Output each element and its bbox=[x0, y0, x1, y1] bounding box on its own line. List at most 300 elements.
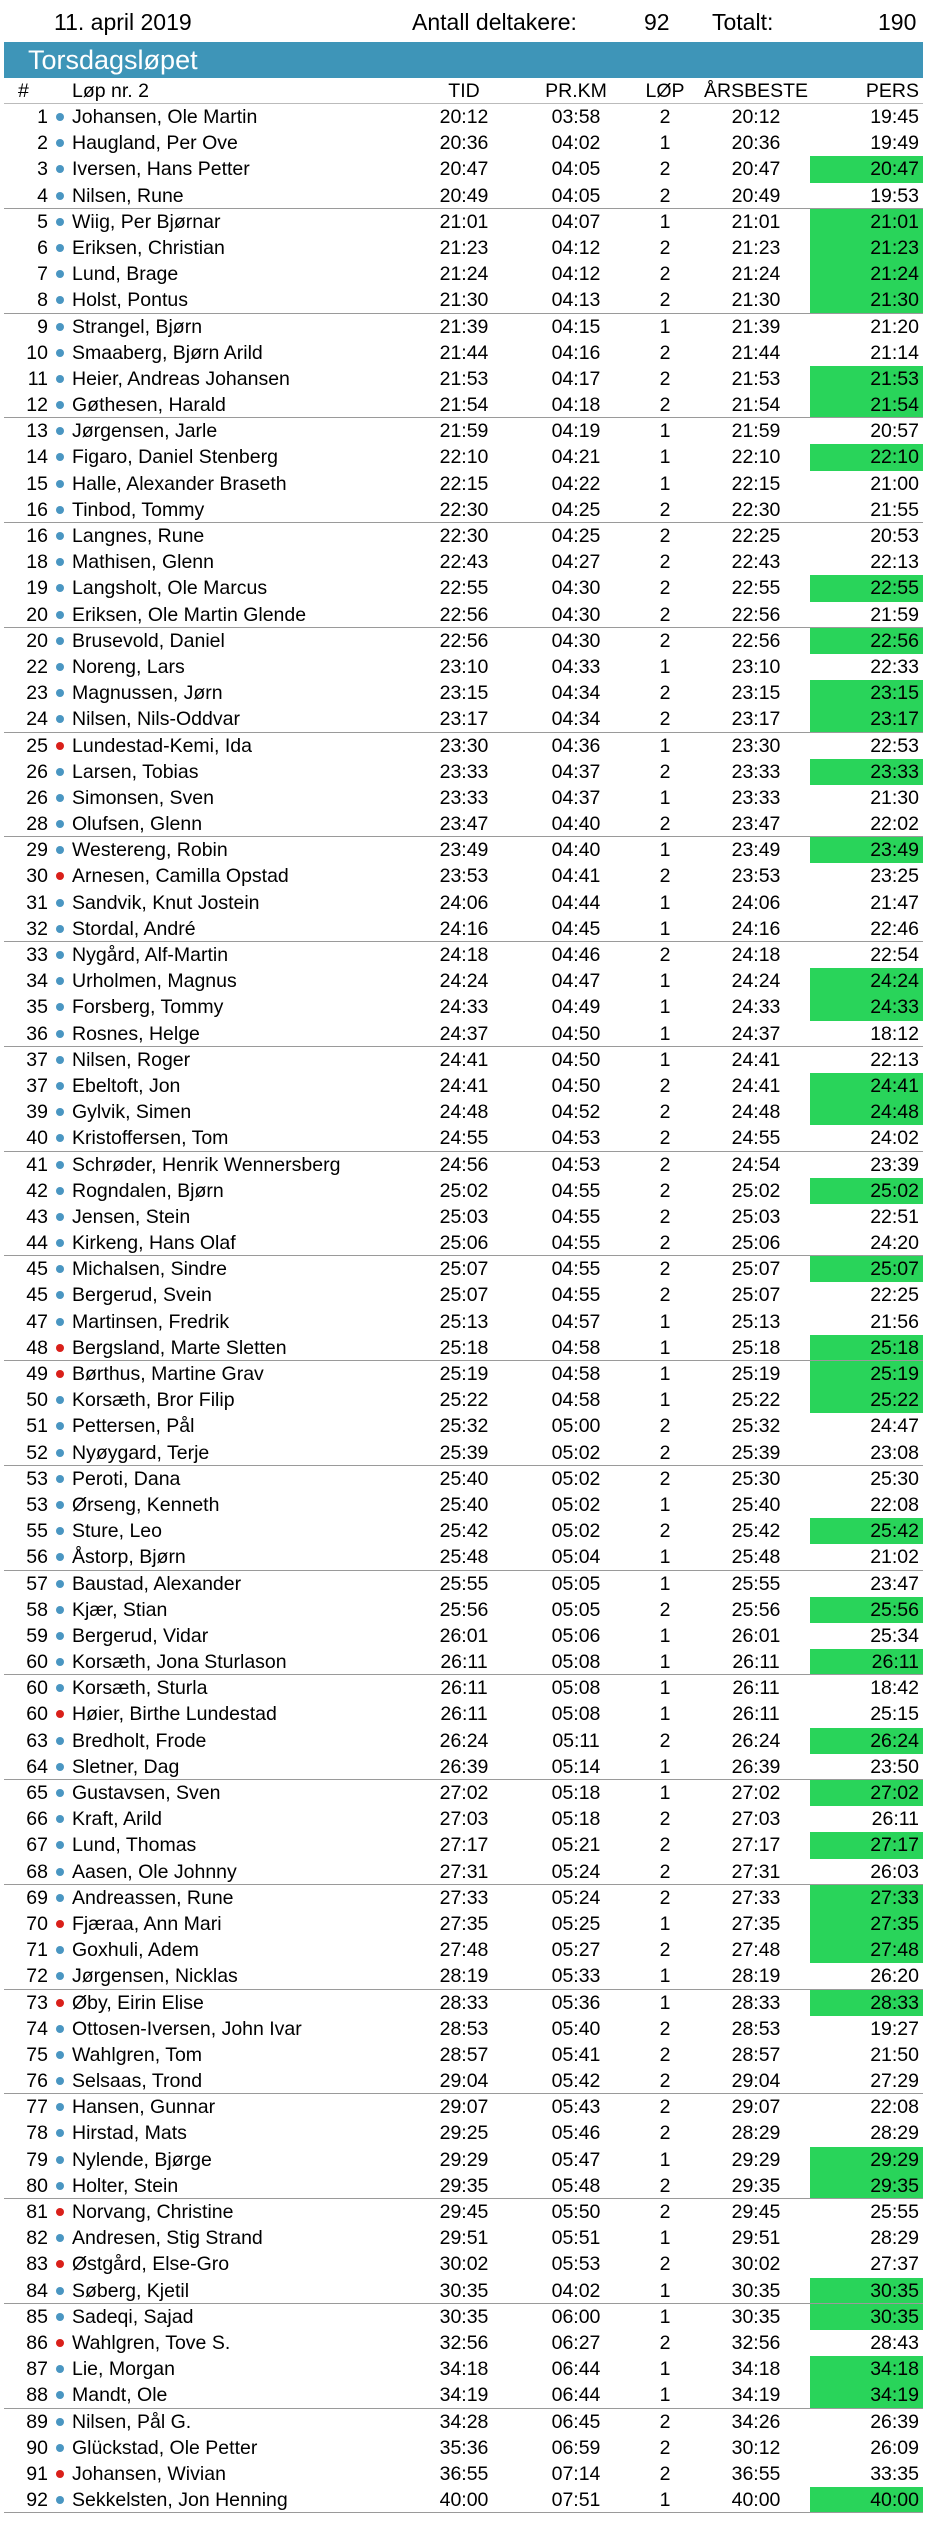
race-count: 1 bbox=[659, 970, 671, 993]
pace-per-km: 04:58 bbox=[551, 1336, 601, 1359]
finish-time: 28:19 bbox=[439, 1965, 489, 1988]
race-date: 11. april 2019 bbox=[54, 9, 192, 35]
runner-name: Glückstad, Ole Petter bbox=[72, 2436, 258, 2459]
personal-best: 24:02 bbox=[870, 1127, 919, 1150]
runner-name: Mathisen, Glenn bbox=[72, 551, 214, 574]
pace-per-km: 04:37 bbox=[551, 760, 601, 783]
male-dot-icon bbox=[56, 2156, 64, 2164]
runner-name: Schrøder, Henrik Wennersberg bbox=[72, 1153, 341, 1176]
season-best: 25:02 bbox=[731, 1179, 781, 1202]
pace-per-km: 05:40 bbox=[551, 2017, 601, 2040]
season-best: 24:41 bbox=[731, 1048, 781, 1071]
placement-number: 20 bbox=[26, 603, 48, 626]
placement-number: 1 bbox=[37, 106, 48, 128]
finish-time: 25:22 bbox=[439, 1389, 489, 1412]
column-header-pers: PERS bbox=[865, 80, 919, 102]
personal-best-highlight: 21:01 bbox=[810, 209, 923, 235]
male-dot-icon bbox=[56, 1239, 64, 1247]
season-best: 22:15 bbox=[731, 472, 781, 495]
season-best: 26:01 bbox=[731, 1624, 781, 1647]
finish-time: 34:18 bbox=[439, 2358, 489, 2381]
finish-time: 26:11 bbox=[440, 1677, 488, 1700]
race-count: 1 bbox=[659, 1336, 671, 1359]
runner-name: Hansen, Gunnar bbox=[72, 2096, 216, 2119]
season-best: 24:55 bbox=[731, 1127, 781, 1150]
runner-name: Heier, Andreas Johansen bbox=[72, 367, 290, 390]
personal-best: 24:20 bbox=[870, 1232, 919, 1255]
placement-number: 6 bbox=[37, 236, 48, 259]
race-count: 2 bbox=[659, 2070, 671, 2093]
table-row bbox=[4, 1413, 923, 1439]
season-best: 24:18 bbox=[731, 944, 781, 966]
season-best: 21:01 bbox=[731, 210, 781, 233]
male-dot-icon bbox=[56, 1134, 64, 1142]
female-dot-icon bbox=[56, 1920, 64, 1928]
finish-time: 25:02 bbox=[439, 1179, 489, 1202]
table-row bbox=[4, 2016, 923, 2042]
personal-best: 26:39 bbox=[870, 2410, 919, 2433]
table-row bbox=[4, 1963, 923, 1989]
male-dot-icon bbox=[56, 113, 64, 121]
race-count: 2 bbox=[659, 341, 671, 364]
personal-best: 21:50 bbox=[870, 2043, 919, 2066]
runner-name: Sadeqi, Sajad bbox=[72, 2305, 194, 2328]
runner-name: Iversen, Hans Petter bbox=[72, 158, 250, 181]
season-best: 25:55 bbox=[731, 1572, 781, 1595]
placement-number: 79 bbox=[26, 2148, 48, 2171]
season-best: 22:56 bbox=[731, 603, 781, 626]
personal-best: 26:09 bbox=[870, 2436, 919, 2459]
male-dot-icon bbox=[56, 584, 64, 592]
total-label: Totalt: bbox=[712, 9, 774, 35]
race-count: 1 bbox=[659, 1048, 671, 1071]
season-best: 24:33 bbox=[731, 996, 781, 1019]
season-best: 24:24 bbox=[731, 970, 781, 993]
pace-per-km: 05:24 bbox=[551, 1860, 601, 1883]
male-dot-icon bbox=[56, 899, 64, 907]
male-dot-icon bbox=[56, 1815, 64, 1823]
table-row bbox=[4, 2409, 923, 2435]
season-best: 21:54 bbox=[731, 394, 781, 417]
pace-per-km: 05:33 bbox=[551, 1965, 601, 1988]
pace-per-km: 07:51 bbox=[551, 2489, 601, 2512]
placement-number: 11 bbox=[27, 367, 48, 390]
season-best: 24:48 bbox=[731, 1101, 781, 1124]
personal-best-highlight: 29:29 bbox=[810, 2147, 923, 2173]
pace-per-km: 06:59 bbox=[551, 2436, 601, 2459]
table-row bbox=[4, 837, 923, 863]
pace-per-km: 05:42 bbox=[551, 2070, 601, 2093]
runner-name: Åstorp, Bjørn bbox=[72, 1546, 186, 1569]
placement-number: 58 bbox=[26, 1598, 48, 1621]
placement-number: 85 bbox=[26, 2305, 48, 2328]
placement-number: 16 bbox=[26, 498, 48, 521]
runner-name: Hirstad, Mats bbox=[72, 2122, 187, 2145]
pace-per-km: 04:58 bbox=[551, 1363, 601, 1385]
table-row bbox=[4, 1440, 923, 1466]
race-count: 2 bbox=[659, 525, 671, 547]
personal-best: 21:30 bbox=[870, 786, 919, 809]
finish-time: 32:56 bbox=[439, 2331, 489, 2354]
runner-name: Nilsen, Pål G. bbox=[72, 2410, 192, 2433]
male-dot-icon bbox=[56, 1265, 64, 1273]
finish-time: 21:23 bbox=[439, 236, 489, 259]
table-row bbox=[4, 104, 923, 130]
finish-time: 36:55 bbox=[439, 2462, 489, 2485]
season-best: 24:41 bbox=[731, 1074, 781, 1097]
placement-number: 16 bbox=[26, 525, 48, 547]
placement-number: 29 bbox=[26, 839, 48, 862]
finish-time: 24:41 bbox=[439, 1074, 489, 1097]
pace-per-km: 04:44 bbox=[551, 891, 601, 914]
season-best: 24:16 bbox=[731, 917, 781, 940]
runner-name: Langsholt, Ole Marcus bbox=[72, 577, 268, 600]
personal-best: 23:50 bbox=[870, 1755, 919, 1778]
finish-time: 26:39 bbox=[439, 1755, 489, 1778]
personal-best-highlight: 21:53 bbox=[810, 366, 923, 392]
season-best: 22:55 bbox=[731, 577, 781, 600]
pace-per-km: 05:02 bbox=[551, 1467, 601, 1490]
male-dot-icon bbox=[56, 1606, 64, 1614]
race-count: 1 bbox=[659, 1912, 671, 1935]
season-best: 25:07 bbox=[731, 1284, 781, 1307]
race-count: 2 bbox=[659, 2122, 671, 2145]
personal-best-highlight: 23:15 bbox=[810, 680, 923, 706]
personal-best-highlight: 22:10 bbox=[810, 444, 923, 470]
placement-number: 60 bbox=[26, 1651, 48, 1674]
finish-time: 24:55 bbox=[439, 1127, 489, 1150]
race-count: 2 bbox=[659, 498, 671, 521]
race-count: 1 bbox=[659, 1991, 671, 2014]
personal-best: 28:29 bbox=[870, 2227, 919, 2250]
placement-number: 15 bbox=[26, 472, 48, 495]
pace-per-km: 05:08 bbox=[551, 1677, 601, 1700]
pace-per-km: 04:30 bbox=[551, 603, 601, 626]
personal-best-highlight: 23:49 bbox=[810, 837, 923, 863]
race-count: 2 bbox=[659, 1886, 671, 1909]
race-count: 2 bbox=[659, 1232, 671, 1255]
season-best: 20:47 bbox=[731, 158, 781, 181]
personal-best: 22:53 bbox=[870, 734, 919, 757]
season-best: 23:47 bbox=[731, 813, 781, 836]
race-count: 2 bbox=[659, 1205, 671, 1228]
table-row bbox=[4, 1204, 923, 1230]
race-count: 2 bbox=[659, 2253, 671, 2276]
race-count: 2 bbox=[659, 1834, 671, 1857]
personal-best-highlight: 40:00 bbox=[810, 2487, 923, 2512]
runner-name: Andreassen, Rune bbox=[72, 1886, 234, 1909]
runner-name: Korsæth, Bror Filip bbox=[72, 1389, 235, 1412]
pace-per-km: 04:40 bbox=[551, 813, 601, 836]
finish-time: 21:01 bbox=[439, 210, 489, 233]
personal-best: 21:00 bbox=[870, 472, 919, 495]
season-best: 30:12 bbox=[731, 2436, 781, 2459]
race-count: 2 bbox=[659, 2436, 671, 2459]
race-count: 1 bbox=[659, 1022, 671, 1045]
season-best: 21:23 bbox=[731, 236, 781, 259]
table-row bbox=[4, 1073, 923, 1099]
runner-name: Ebeltoft, Jon bbox=[72, 1074, 181, 1097]
personal-best-highlight: 25:56 bbox=[810, 1597, 923, 1623]
pace-per-km: 05:50 bbox=[551, 2201, 601, 2223]
finish-time: 23:33 bbox=[439, 786, 489, 809]
pace-per-km: 04:19 bbox=[551, 420, 601, 443]
race-count: 2 bbox=[659, 2462, 671, 2485]
season-best: 27:33 bbox=[731, 1886, 781, 1909]
season-best: 20:12 bbox=[731, 106, 781, 128]
race-count: 2 bbox=[659, 289, 671, 312]
pace-per-km: 05:36 bbox=[551, 1991, 601, 2014]
column-header-name: Løp nr. 2 bbox=[72, 80, 149, 102]
placement-number: 70 bbox=[26, 1912, 48, 1935]
personal-best: 25:15 bbox=[870, 1703, 919, 1726]
female-dot-icon bbox=[56, 1370, 64, 1378]
pace-per-km: 05:05 bbox=[551, 1598, 601, 1621]
runner-name: Jørgensen, Nicklas bbox=[72, 1965, 238, 1988]
runner-name: Søberg, Kjetil bbox=[72, 2279, 190, 2302]
pace-per-km: 04:41 bbox=[551, 865, 601, 888]
runner-name: Nilsen, Roger bbox=[72, 1048, 191, 1071]
pace-per-km: 05:25 bbox=[551, 1912, 601, 1935]
finish-time: 22:15 bbox=[439, 472, 489, 495]
race-count: 2 bbox=[659, 2410, 671, 2433]
race-count: 1 bbox=[659, 2279, 671, 2302]
finish-time: 34:28 bbox=[439, 2410, 489, 2433]
race-count: 2 bbox=[659, 1415, 671, 1438]
pace-per-km: 04:36 bbox=[551, 734, 601, 757]
pace-per-km: 04:50 bbox=[551, 1022, 601, 1045]
pace-per-km: 04:46 bbox=[551, 944, 601, 966]
personal-best: 22:02 bbox=[870, 813, 919, 836]
runner-name: Nilsen, Rune bbox=[72, 184, 184, 207]
personal-best-highlight: 27:48 bbox=[810, 1937, 923, 1963]
placement-number: 9 bbox=[37, 315, 48, 338]
runner-name: Holter, Stein bbox=[72, 2174, 179, 2197]
personal-best-highlight: 24:24 bbox=[810, 968, 923, 994]
placement-number: 45 bbox=[26, 1258, 48, 1281]
race-count: 1 bbox=[659, 891, 671, 914]
season-best: 25:40 bbox=[731, 1493, 781, 1516]
male-dot-icon bbox=[56, 1475, 64, 1483]
pace-per-km: 04:16 bbox=[551, 341, 601, 364]
runner-name: Børthus, Martine Grav bbox=[72, 1363, 264, 1385]
results-sheet bbox=[4, 2, 923, 2513]
season-best: 22:25 bbox=[731, 525, 781, 547]
male-dot-icon bbox=[56, 1632, 64, 1640]
race-count: 1 bbox=[659, 917, 671, 940]
male-dot-icon bbox=[56, 401, 64, 409]
race-count: 2 bbox=[659, 1808, 671, 1831]
race-count: 1 bbox=[659, 1546, 671, 1569]
table-row bbox=[4, 130, 923, 156]
column-header-num: # bbox=[18, 80, 29, 102]
table-row bbox=[4, 1623, 923, 1649]
finish-time: 22:56 bbox=[439, 603, 489, 626]
personal-best-highlight: 23:33 bbox=[810, 759, 923, 785]
placement-number: 44 bbox=[26, 1232, 48, 1255]
placement-number: 88 bbox=[26, 2384, 48, 2407]
table-row bbox=[4, 418, 923, 444]
runner-name: Østgård, Else-Gro bbox=[72, 2253, 230, 2276]
race-count: 2 bbox=[659, 603, 671, 626]
runner-name: Baustad, Alexander bbox=[72, 1572, 242, 1595]
season-best: 29:51 bbox=[731, 2227, 781, 2250]
personal-best: 21:02 bbox=[870, 1546, 919, 1569]
male-dot-icon bbox=[56, 715, 64, 723]
finish-time: 23:17 bbox=[439, 708, 489, 731]
season-best: 25:19 bbox=[731, 1363, 781, 1385]
pace-per-km: 04:33 bbox=[551, 655, 601, 678]
personal-best: 28:29 bbox=[870, 2122, 919, 2145]
male-dot-icon bbox=[56, 192, 64, 200]
finish-time: 25:07 bbox=[439, 1284, 489, 1307]
season-best: 23:10 bbox=[731, 655, 781, 678]
finish-time: 20:12 bbox=[439, 106, 489, 128]
male-dot-icon bbox=[56, 427, 64, 435]
table-row bbox=[4, 1937, 923, 1963]
male-dot-icon bbox=[56, 1187, 64, 1195]
race-count: 1 bbox=[659, 1310, 671, 1333]
season-best: 29:04 bbox=[731, 2070, 781, 2093]
runner-name: Lund, Brage bbox=[72, 263, 179, 286]
pace-per-km: 05:47 bbox=[551, 2148, 601, 2171]
male-dot-icon bbox=[56, 1056, 64, 1064]
pace-per-km: 05:00 bbox=[551, 1415, 601, 1438]
placement-number: 91 bbox=[26, 2462, 48, 2485]
runner-name: Gøthesen, Harald bbox=[72, 394, 226, 417]
personal-best-highlight: 25:42 bbox=[810, 1518, 923, 1544]
personal-best: 18:12 bbox=[870, 1022, 919, 1045]
table-row bbox=[4, 2487, 923, 2513]
runner-name: Goxhuli, Adem bbox=[72, 1939, 199, 1962]
pace-per-km: 04:40 bbox=[551, 839, 601, 862]
pace-per-km: 04:27 bbox=[551, 551, 601, 574]
table-row bbox=[4, 1754, 923, 1780]
season-best: 26:11 bbox=[732, 1703, 780, 1726]
race-count: 1 bbox=[659, 1624, 671, 1647]
column-header-prkm: PR.KM bbox=[545, 80, 607, 102]
male-dot-icon bbox=[56, 2051, 64, 2059]
male-dot-icon bbox=[56, 1396, 64, 1404]
runner-name: Bergerud, Svein bbox=[72, 1284, 212, 1307]
personal-best: 21:59 bbox=[870, 603, 919, 626]
pace-per-km: 04:12 bbox=[551, 263, 601, 286]
female-dot-icon bbox=[56, 872, 64, 880]
pace-per-km: 04:55 bbox=[551, 1284, 601, 1307]
season-best: 27:02 bbox=[731, 1782, 781, 1804]
season-best: 21:59 bbox=[731, 420, 781, 443]
race-count: 2 bbox=[659, 551, 671, 574]
runner-name: Michalsen, Sindre bbox=[72, 1258, 227, 1281]
personal-best: 33:35 bbox=[870, 2462, 919, 2485]
table-row bbox=[4, 2225, 923, 2251]
female-dot-icon bbox=[56, 1344, 64, 1352]
race-count: 1 bbox=[659, 420, 671, 443]
race-count: 2 bbox=[659, 2174, 671, 2197]
race-count: 1 bbox=[659, 472, 671, 495]
finish-time: 25:56 bbox=[439, 1598, 489, 1621]
male-dot-icon bbox=[56, 323, 64, 331]
finish-time: 25:42 bbox=[439, 1520, 489, 1543]
pace-per-km: 05:06 bbox=[551, 1624, 601, 1647]
male-dot-icon bbox=[56, 1737, 64, 1745]
pace-per-km: 07:14 bbox=[551, 2462, 601, 2485]
table-row bbox=[4, 1256, 923, 1282]
runner-name: Eriksen, Christian bbox=[72, 236, 225, 259]
season-best: 21:30 bbox=[731, 289, 781, 312]
finish-time: 27:35 bbox=[439, 1912, 489, 1935]
personal-best-highlight: 24:41 bbox=[810, 1073, 923, 1099]
personal-best-highlight: 30:35 bbox=[810, 2304, 923, 2330]
personal-best-highlight: 21:54 bbox=[810, 392, 923, 417]
finish-time: 23:33 bbox=[439, 760, 489, 783]
participants-count: 92 bbox=[644, 9, 670, 35]
table-row bbox=[4, 2147, 923, 2173]
runner-name: Magnussen, Jørn bbox=[72, 682, 223, 705]
finish-time: 27:31 bbox=[439, 1860, 489, 1883]
table-row bbox=[4, 2435, 923, 2461]
pace-per-km: 05:43 bbox=[551, 2096, 601, 2119]
season-best: 40:00 bbox=[731, 2489, 781, 2512]
male-dot-icon bbox=[56, 2444, 64, 2452]
placement-number: 2 bbox=[37, 132, 48, 155]
male-dot-icon bbox=[56, 558, 64, 566]
race-count: 2 bbox=[659, 158, 671, 181]
pace-per-km: 05:18 bbox=[551, 1782, 601, 1804]
race-count: 1 bbox=[659, 1703, 671, 1726]
runner-name: Nyøygard, Terje bbox=[72, 1441, 210, 1464]
runner-name: Stordal, André bbox=[72, 917, 196, 940]
race-count: 1 bbox=[659, 1677, 671, 1700]
finish-time: 23:49 bbox=[439, 839, 489, 862]
finish-time: 23:10 bbox=[439, 655, 489, 678]
table-row bbox=[4, 575, 923, 601]
placement-number: 7 bbox=[37, 263, 48, 286]
table-row bbox=[4, 1885, 923, 1911]
season-best: 25:30 bbox=[731, 1467, 781, 1490]
race-count: 1 bbox=[659, 1572, 671, 1595]
male-dot-icon bbox=[56, 2418, 64, 2426]
pace-per-km: 05:41 bbox=[551, 2043, 601, 2066]
placement-number: 81 bbox=[26, 2201, 48, 2223]
pace-per-km: 04:25 bbox=[551, 498, 601, 521]
table-row bbox=[4, 2304, 923, 2330]
table-row bbox=[4, 366, 923, 392]
table-row bbox=[4, 654, 923, 680]
finish-time: 21:39 bbox=[439, 315, 489, 338]
table-row bbox=[4, 1780, 923, 1806]
table-row bbox=[4, 1387, 923, 1413]
race-count: 2 bbox=[659, 1467, 671, 1490]
table-row bbox=[4, 1309, 923, 1335]
personal-best: 28:43 bbox=[870, 2331, 919, 2354]
personal-best: 23:39 bbox=[870, 1153, 919, 1176]
placement-number: 20 bbox=[26, 629, 48, 652]
personal-best: 19:49 bbox=[870, 132, 919, 155]
personal-best-highlight: 26:24 bbox=[810, 1728, 923, 1754]
finish-time: 22:56 bbox=[439, 629, 489, 652]
season-best: 27:35 bbox=[731, 1912, 781, 1935]
personal-best-highlight: 21:23 bbox=[810, 235, 923, 261]
male-dot-icon bbox=[56, 1868, 64, 1876]
pace-per-km: 05:51 bbox=[551, 2227, 601, 2250]
placement-number: 39 bbox=[26, 1101, 48, 1124]
race-count: 1 bbox=[659, 2358, 671, 2381]
race-count: 1 bbox=[659, 2489, 671, 2512]
season-best: 34:26 bbox=[731, 2410, 781, 2433]
runner-name: Høier, Birthe Lundestad bbox=[72, 1703, 277, 1726]
season-best: 25:13 bbox=[731, 1310, 781, 1333]
